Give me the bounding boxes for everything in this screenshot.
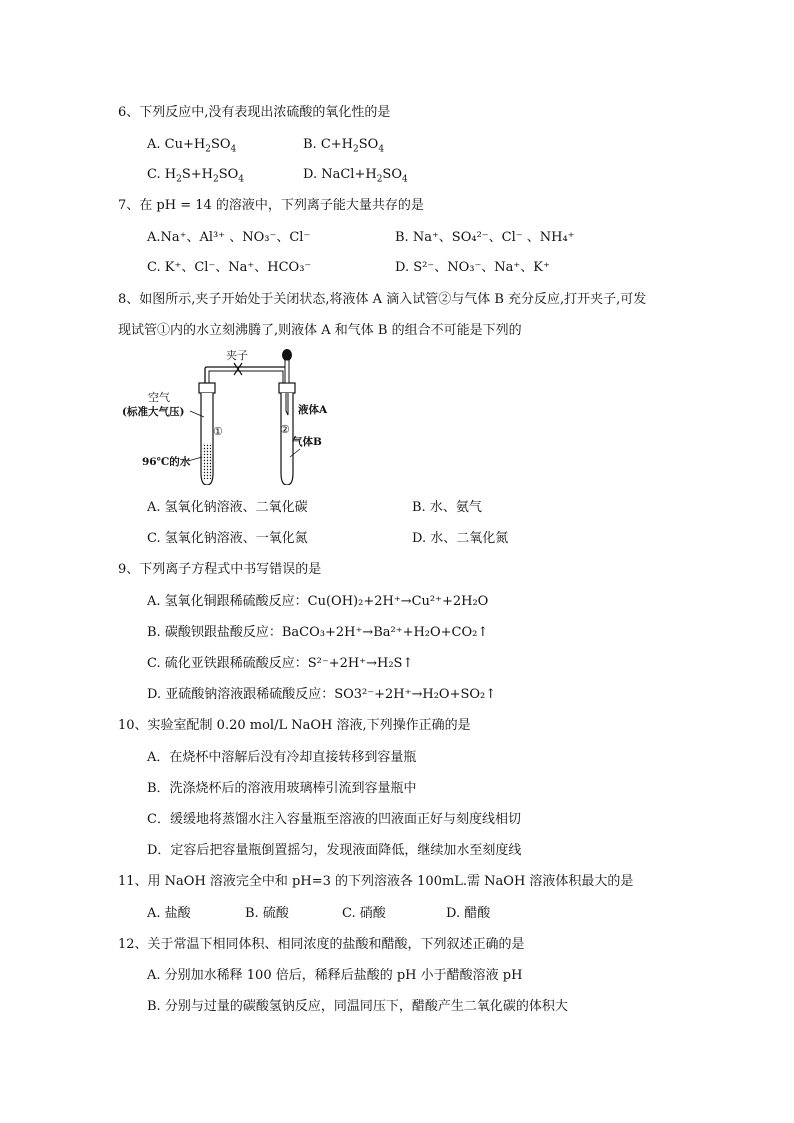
q7-option-c: C. K⁺、Cl⁻、Na⁺、HCO₃⁻ [147, 260, 312, 275]
q7-option-b: B. Na⁺、SO₄²⁻、Cl⁻ 、NH₄⁺ [395, 230, 575, 245]
q9-option-d: D. 亚硫酸钠溶液跟稀硫酸反应：SO3²⁻+2H⁺→H₂O+SO₂↑ [147, 687, 497, 702]
q7-option-d: D. S²⁻、NO₃⁻、Na⁺、K⁺ [395, 260, 550, 275]
q11-option-c: C. 硝酸 [342, 906, 386, 921]
question-8-stem-line2: 现试管①内的水立刻沸腾了,则液体 A 和气体 B 的组合不可能是下列的 [118, 323, 522, 338]
question-12-stem: 12、关于常温下相同体积、相同浓度的盐酸和醋酸，下列叙述正确的是 [118, 937, 525, 952]
q11-option-b: B. 硫酸 [245, 906, 289, 921]
question-8-stem-line1: 8、如图所示,夹子开始处于关闭状态,将液体 A 滴入试管②与气体 B 充分反应,打开夹子,可发 [118, 292, 647, 307]
tube-2-number: ② [280, 423, 290, 436]
tube-1-number: ① [213, 425, 223, 438]
question-6-stem: 6、下列反应中,没有表现出浓硫酸的氧化性的是 [118, 105, 391, 120]
q8-option-b: B. 水、氨气 [412, 500, 482, 515]
q10-option-d: D．定容后把容量瓶倒置摇匀，发现液面降低，继续加水至刻度线 [147, 843, 522, 858]
q7-option-a: A.Na⁺、Al³⁺ 、NO₃⁻、Cl⁻ [147, 230, 311, 245]
q6-option-c: C. $H_2S+H_2SO_4$ [147, 167, 245, 185]
connecting-tube [205, 367, 287, 383]
q10-option-c: C．缓缓地将蒸馏水注入容量瓶至溶液的凹液面正好与刻度线相切 [147, 812, 521, 827]
q10-option-a: A．在烧杯中溶解后没有冷却直接转移到容量瓶 [147, 750, 417, 765]
water-label: 96℃的水 [142, 456, 191, 468]
q11-option-a: A. 盐酸 [147, 906, 191, 921]
question-11-stem: 11、用 NaOH 溶液完全中和 pH=3 的下列溶液各 100mL.需 NaOH 溶液体积最大的是 [118, 874, 634, 889]
q9-option-c: C. 硫化亚铁跟稀硫酸反应：S²⁻+2H⁺→H₂S↑ [147, 656, 414, 671]
q6-option-d: D. $NaCl+H_2SO_4$ [303, 167, 408, 185]
dropper-stem [285, 360, 289, 383]
gas-b-label: 气体B [292, 436, 322, 448]
dropper-bulb-icon [282, 349, 292, 361]
q6-option-a: A. $Cu+H_2SO_4$ [147, 137, 237, 155]
question-9-stem: 9、下列离子方程式中书写错误的是 [118, 562, 322, 577]
tube-2-stopper [279, 383, 295, 393]
q9-option-a: A. 氢氧化铜跟稀硫酸反应：Cu(OH)₂+2H⁺→Cu²⁺+2H₂O [147, 594, 489, 609]
clip-label: 夹子 [226, 349, 248, 362]
air-label: 空气 [148, 391, 170, 404]
clip-icon [234, 363, 242, 375]
q11-option-d: D. 醋酸 [446, 906, 491, 921]
tube-1-water [202, 443, 212, 479]
q8-option-c: C. 氢氧化钠溶液、一氧化氮 [147, 531, 308, 546]
q8-option-d: D. 水、二氧化氮 [412, 531, 509, 546]
q10-option-b: B．洗涤烧杯后的溶液用玻璃棒引流到容量瓶中 [147, 781, 417, 796]
pressure-label: (标准大气压) [122, 406, 185, 418]
question-10-stem: 10、实验室配制 0.20 mol/L NaOH 溶液,下列操作正确的是 [118, 718, 471, 733]
q6-option-b: B. $C+H_2SO_4$ [303, 137, 385, 155]
test-tube-apparatus-figure [110, 345, 350, 485]
q12-option-a: A. 分别加水稀释 100 倍后，稀释后盐酸的 pH 小于醋酸溶液 pH [147, 968, 523, 983]
q9-option-b: B. 碳酸钡跟盐酸反应：BaCO₃+2H⁺→Ba²⁺+H₂O+CO₂↑ [147, 625, 489, 640]
q8-option-a: A. 氢氧化钠溶液、二氧化碳 [147, 500, 308, 515]
question-7-stem: 7、在 pH = 14 的溶液中，下列离子能大量共存的是 [118, 198, 424, 213]
liquid-a-label: 液体A [298, 404, 328, 416]
connecting-tube-inner [209, 371, 283, 383]
tube-1-stopper [199, 383, 215, 393]
q12-option-b: B. 分别与过量的碳酸氢钠反应，同温同压下，醋酸产生二氧化碳的体积大 [147, 999, 568, 1014]
